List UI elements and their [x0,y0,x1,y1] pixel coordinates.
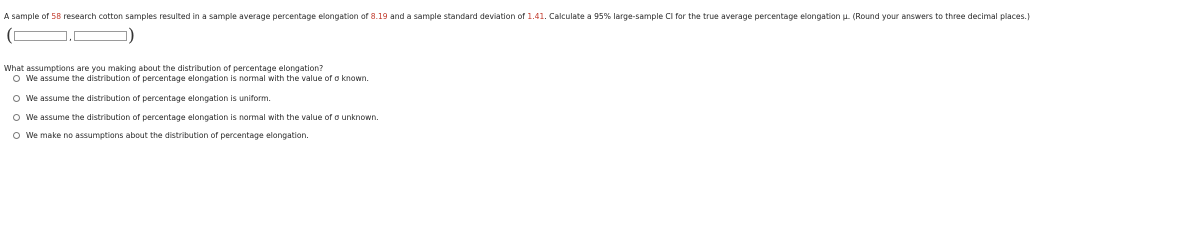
option-uniform[interactable] [13,93,271,103]
sample-size-value: 58 [51,12,62,21]
option-normal-sigma-known[interactable] [13,73,369,83]
question-part-3: and a sample standard deviation of [387,12,528,21]
radio-icon[interactable] [13,95,20,102]
open-paren: ( [6,25,14,46]
option-normal-sigma-unknown[interactable] [13,112,379,122]
option-label: We assume the distribution of percentage elongation is normal with the value of σ unknown. [26,112,379,122]
option-label: We assume the distribution of percentage elongation is uniform. [26,93,271,103]
lower-bound-input[interactable] [14,31,67,41]
close-paren: ) [127,25,135,46]
radio-icon[interactable] [13,114,20,121]
radio-icon[interactable] [13,75,20,82]
sample-mean-value: 8.19 [370,12,388,21]
option-label: We assume the distribution of percentage elongation is normal with the value of σ known. [26,73,369,83]
radio-icon[interactable] [13,132,20,139]
question-part-4: . Calculate a 95% large-sample CI for the true average percentage elongation μ. (Round your answers to three decimal places.) [544,12,1030,21]
question-part-1: A sample of [4,12,52,21]
option-label: We make no assumptions about the distribution of percentage elongation. [26,130,309,140]
confidence-interval-answer [6,27,135,45]
question-part-2: research cotton samples resulted in a sample average percentage elongation of [61,12,371,21]
sample-sd-value: 1.41 [527,12,545,21]
upper-bound-input[interactable] [74,31,127,41]
assumption-question: What assumptions are you making about the distribution of percentage elongation? [4,64,324,73]
question-text [4,12,1030,21]
option-no-assumptions[interactable] [13,130,309,140]
comma-separator: , [69,33,72,43]
